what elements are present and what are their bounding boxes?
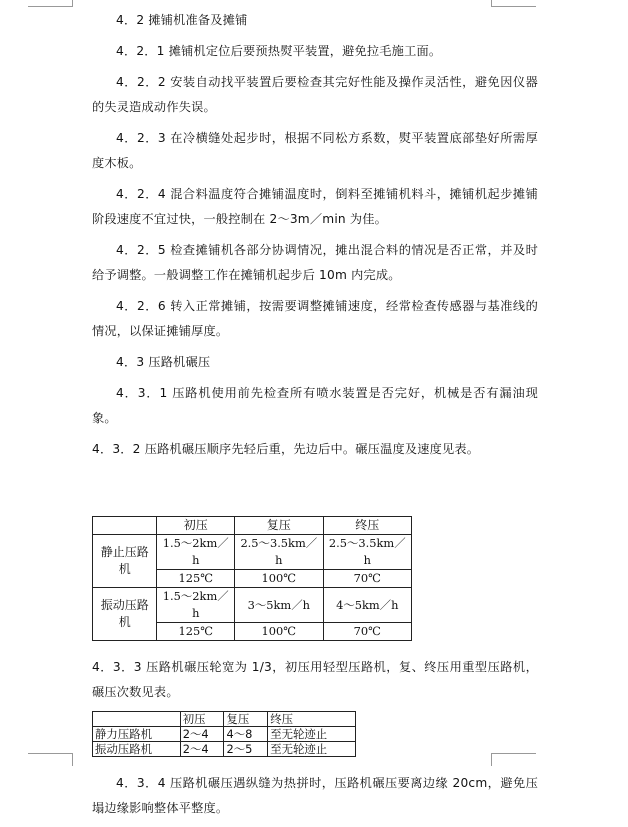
table-cell: 2～4: [180, 742, 224, 757]
row-label-static-roller: 静止压路机: [93, 535, 157, 588]
compaction-passes-table: [92, 711, 356, 757]
paragraph-4-2-6: 4．2．6 转入正常摊铺，按需要调整摊铺速度，经常检查传感器与基准线的情况，以保证摊铺厚度。: [92, 299, 538, 338]
table-cell: 2～4: [180, 727, 224, 742]
page-corner-mark: [28, 0, 73, 7]
table-header-cell: 终压: [268, 712, 356, 727]
paragraph-4-3-3: 4．3．3 压路机碾压轮宽为 1/3，初压用轻型压路机，复、终压用重型压路机，碾压次数见表。: [92, 660, 538, 699]
paragraph-4-2-2: 4．2．2 安装自动找平装置后要检查其完好性能及操作灵活性，避免因仪器的失灵造成动作失误。: [92, 75, 538, 114]
table-cell: 100℃: [235, 623, 323, 641]
table-row: [93, 742, 356, 757]
paragraph-4-2-3: 4．2．3 在冷横缝处起步时，根据不同松方系数，熨平装置底部垫好所需厚度木板。: [92, 131, 538, 170]
section-heading-4-3: 4．3 压路机碾压: [116, 355, 211, 369]
table-cell: 2.5～3.5km／h: [323, 535, 411, 570]
table-cell: 4～8: [224, 727, 268, 742]
table-cell: 3～5km／h: [235, 588, 323, 623]
document-body: [92, 8, 538, 827]
temperature-speed-table: [92, 516, 412, 641]
table-header-cell: 复压: [224, 712, 268, 727]
table-header-cell: 初压: [180, 712, 224, 727]
table-cell: 1.5～2km／h: [157, 588, 235, 623]
table-cell: 至无轮迹止: [268, 742, 356, 757]
section-heading-4-2: 4．2 摊铺机准备及摊铺: [116, 13, 248, 27]
table-header-cell: 终压: [323, 517, 411, 535]
paragraph-4-2-4: 4．2．4 混合料温度符合摊铺温度时，倒料至摊铺机料斗，摊铺机起步摊铺阶段速度不宜过快，一般控制在 2～3m／min 为佳。: [92, 187, 538, 226]
table-cell: 振动压路机: [93, 742, 181, 757]
paragraph-4-3-1: 4．3．1 压路机使用前先检查所有喷水装置是否完好，机械是否有漏油现象。: [92, 386, 538, 425]
table-cell: 静力压路机: [93, 727, 181, 742]
paragraph-4-3-2: 4．3．2 压路机碾压顺序先轻后重，先边后中。碾压温度及速度见表。: [92, 442, 480, 456]
table-cell: 2.5～3.5km／h: [235, 535, 323, 570]
table-cell: 70℃: [323, 623, 411, 641]
page-corner-mark: [491, 0, 536, 7]
row-label-vibratory-roller: 振动压路机: [93, 588, 157, 641]
table-cell: 100℃: [235, 570, 323, 588]
table-header-cell: 初压: [157, 517, 235, 535]
table-cell: 70℃: [323, 570, 411, 588]
table-row: [93, 535, 412, 570]
table-header-cell: [93, 712, 181, 727]
table-header-cell: [93, 517, 157, 535]
table-cell: 4～5km／h: [323, 588, 411, 623]
table-cell: 2～5: [224, 742, 268, 757]
table-header-cell: 复压: [235, 517, 323, 535]
paragraph-4-3-4: 4．3．4 压路机碾压遇纵缝为热拼时，压路机碾压要离边缘 20cm，避免压塌边缘影响整体平整度。: [92, 776, 538, 815]
table-cell: 125℃: [157, 570, 235, 588]
paragraph-4-2-1: 4．2．1 摊铺机定位后要预热熨平装置，避免拉毛施工面。: [116, 44, 442, 58]
table-cell: 至无轮迹止: [268, 727, 356, 742]
table-row: [93, 517, 412, 535]
paragraph-4-2-5: 4．2．5 检查摊铺机各部分协调情况，摊出混合料的情况是否正常，并及时给予调整。一般调整工作在摊铺机起步后 10m 内完成。: [92, 243, 538, 282]
table-cell: 125℃: [157, 623, 235, 641]
table-cell: 1.5～2km／h: [157, 535, 235, 570]
table-row: [93, 712, 356, 727]
table-row: [93, 588, 412, 623]
table-row: [93, 727, 356, 742]
